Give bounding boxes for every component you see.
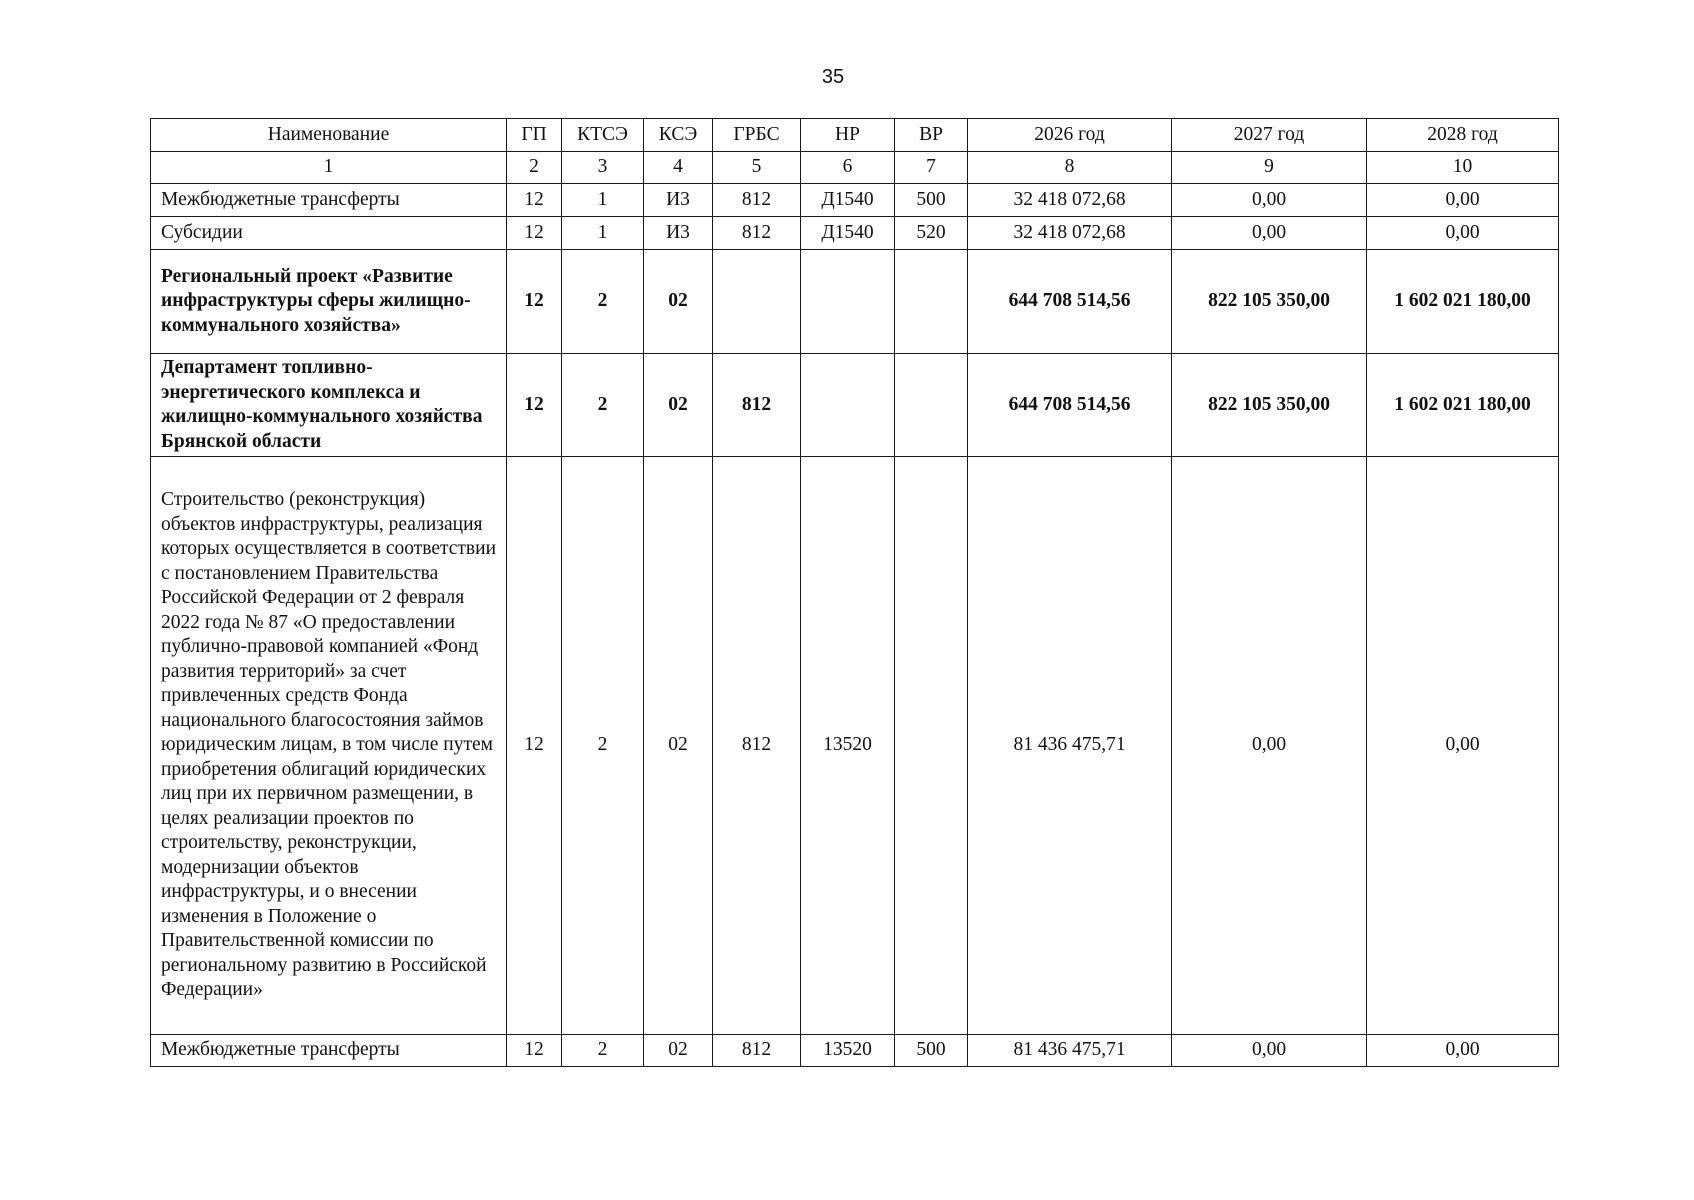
column-number: 4 xyxy=(644,152,713,184)
table-row xyxy=(151,1035,1559,1067)
column-number: 5 xyxy=(713,152,801,184)
cell-name: Региональный проект «Развитие инфраструктуры сферы жилищно-коммунального хозяйства» xyxy=(151,250,507,354)
table-row xyxy=(151,250,1559,354)
table-row xyxy=(151,457,1559,1035)
cell-gp: 12 xyxy=(507,457,562,1035)
cell-name: Межбюджетные трансферты xyxy=(151,184,507,217)
table-row xyxy=(151,184,1559,217)
cell-name: Департамент топливно-энергетического комплекса и жилищно-коммунального хозяйства Брянской области xyxy=(151,354,507,457)
header-nr: НР xyxy=(801,119,895,152)
cell-gp: 12 xyxy=(507,1035,562,1067)
cell-2026: 644 708 514,56 xyxy=(968,354,1172,457)
cell-vr xyxy=(895,457,968,1035)
table-row xyxy=(151,217,1559,250)
page-number: 35 xyxy=(821,66,845,88)
cell-vr: 520 xyxy=(895,217,968,250)
cell-gp: 12 xyxy=(507,184,562,217)
cell-ktse: 2 xyxy=(562,250,644,354)
cell-2026: 81 436 475,71 xyxy=(968,457,1172,1035)
table-row xyxy=(151,354,1559,457)
header-kse: КСЭ xyxy=(644,119,713,152)
cell-grbs: 812 xyxy=(713,354,801,457)
cell-2028: 0,00 xyxy=(1367,217,1559,250)
cell-gp: 12 xyxy=(507,354,562,457)
cell-kse: И3 xyxy=(644,217,713,250)
cell-2028: 0,00 xyxy=(1367,184,1559,217)
cell-2028: 1 602 021 180,00 xyxy=(1367,354,1559,457)
cell-gp: 12 xyxy=(507,217,562,250)
cell-kse: 02 xyxy=(644,354,713,457)
cell-vr xyxy=(895,250,968,354)
cell-vr xyxy=(895,354,968,457)
header-vr: ВР xyxy=(895,119,968,152)
cell-name: Субсидии xyxy=(151,217,507,250)
header-gp: ГП xyxy=(507,119,562,152)
header-ktse: КТСЭ xyxy=(562,119,644,152)
cell-kse: 02 xyxy=(644,457,713,1035)
cell-ktse: 2 xyxy=(562,354,644,457)
column-number: 3 xyxy=(562,152,644,184)
cell-kse: 02 xyxy=(644,250,713,354)
column-number: 7 xyxy=(895,152,968,184)
cell-2028: 0,00 xyxy=(1367,1035,1559,1067)
header-name: Наименование xyxy=(151,119,507,152)
cell-2026: 81 436 475,71 xyxy=(968,1035,1172,1067)
cell-2026: 32 418 072,68 xyxy=(968,184,1172,217)
cell-2026: 644 708 514,56 xyxy=(968,250,1172,354)
column-number: 6 xyxy=(801,152,895,184)
header-grbs: ГРБС xyxy=(713,119,801,152)
cell-2027: 0,00 xyxy=(1172,1035,1367,1067)
cell-vr: 500 xyxy=(895,1035,968,1067)
column-number: 8 xyxy=(968,152,1172,184)
cell-nr xyxy=(801,250,895,354)
budget-table xyxy=(150,118,1559,1067)
cell-nr: Д1540 xyxy=(801,184,895,217)
cell-grbs: 812 xyxy=(713,1035,801,1067)
cell-kse: И3 xyxy=(644,184,713,217)
cell-grbs: 812 xyxy=(713,217,801,250)
cell-2028: 1 602 021 180,00 xyxy=(1367,250,1559,354)
cell-ktse: 1 xyxy=(562,217,644,250)
cell-ktse: 2 xyxy=(562,1035,644,1067)
cell-grbs: 812 xyxy=(713,184,801,217)
cell-vr: 500 xyxy=(895,184,968,217)
cell-2027: 0,00 xyxy=(1172,217,1367,250)
column-number: 9 xyxy=(1172,152,1367,184)
header-2028: 2028 год xyxy=(1367,119,1559,152)
cell-kse: 02 xyxy=(644,1035,713,1067)
header-2027: 2027 год xyxy=(1172,119,1367,152)
cell-ktse: 1 xyxy=(562,184,644,217)
column-number: 1 xyxy=(151,152,507,184)
cell-2028: 0,00 xyxy=(1367,457,1559,1035)
cell-gp: 12 xyxy=(507,250,562,354)
cell-2027: 0,00 xyxy=(1172,184,1367,217)
cell-nr xyxy=(801,354,895,457)
cell-2026: 32 418 072,68 xyxy=(968,217,1172,250)
cell-name: Строительство (реконструкция) объектов инфраструктуры, реализация которых осуществляется в соответствии с постановлением Правительства Российской Федерации от 2 февраля 2022 года № 87 «О предоставлении публично-правовой компанией «Фонд развития территорий» за счет привлеченных средств Фонда национального благосостояния займов юридическим лицам, в том числе путем приобретения облигаций юридических лиц при их первичном размещении, в целях реализации проектов по строительству, реконструкции, модернизации объектов инфраструктуры, и о внесении изменения в Положение о Правительственной комиссии по региональному развитию в Российской Федерации» xyxy=(151,457,507,1035)
cell-nr: 13520 xyxy=(801,1035,895,1067)
cell-grbs xyxy=(713,250,801,354)
header-row xyxy=(151,119,1559,152)
cell-nr: 13520 xyxy=(801,457,895,1035)
cell-2027: 822 105 350,00 xyxy=(1172,354,1367,457)
column-number: 10 xyxy=(1367,152,1559,184)
cell-name: Межбюджетные трансферты xyxy=(151,1035,507,1067)
cell-nr: Д1540 xyxy=(801,217,895,250)
cell-grbs: 812 xyxy=(713,457,801,1035)
cell-2027: 0,00 xyxy=(1172,457,1367,1035)
cell-ktse: 2 xyxy=(562,457,644,1035)
column-number-row xyxy=(151,152,1559,184)
header-2026: 2026 год xyxy=(968,119,1172,152)
cell-2027: 822 105 350,00 xyxy=(1172,250,1367,354)
column-number: 2 xyxy=(507,152,562,184)
